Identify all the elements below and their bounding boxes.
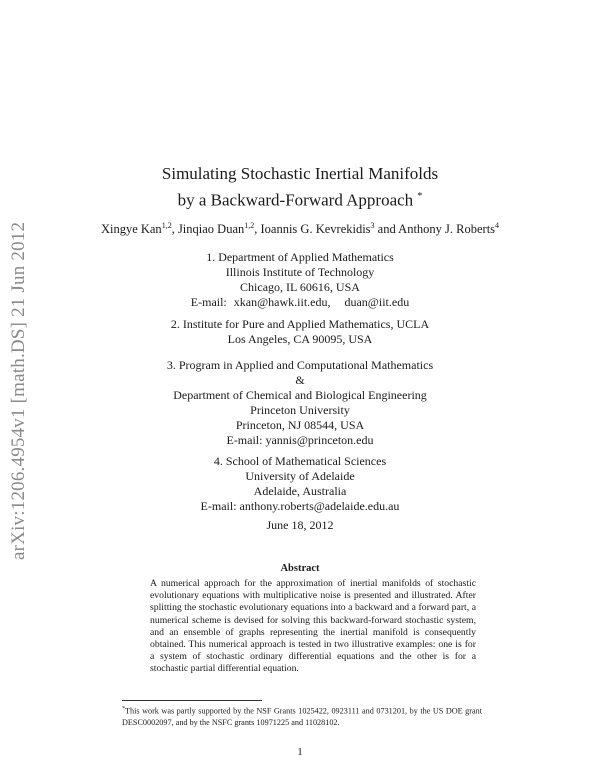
authors-conjunction: and (377, 222, 396, 237)
affiliation-line: 1. Department of Applied Mathematics (206, 250, 394, 264)
footnote-mark: * (122, 706, 125, 712)
email-label: E-mail: (200, 499, 237, 513)
affiliation-email-row (0, 433, 600, 448)
footnote-text: This work was partly supported by the NSF Grants 1025422, 0923111 and 0731201, by the US DOE grant DESC0002097, and by the NSFC grants 10971225 and 11028102. (122, 706, 482, 727)
affiliation-line: Los Angeles, CA 90095, USA (227, 332, 373, 346)
email-link[interactable]: anthony.roberts@adelaide.edu.au (239, 499, 400, 513)
affiliation-line: 3. Program in Applied and Computational Mathematics (166, 358, 434, 372)
affiliation-4 (0, 454, 600, 514)
title-line-2 (0, 185, 600, 212)
title-footnote-mark: * (417, 191, 423, 202)
affiliation-line: Adelaide, Australia (253, 484, 347, 498)
affiliation-line: University of Adelaide (245, 469, 355, 483)
affiliation-1 (0, 250, 600, 310)
author-name: Anthony J. Roberts (398, 222, 496, 237)
paper-date: June 18, 2012 (266, 518, 334, 532)
author-name: Jinqiao Duan (177, 222, 245, 237)
page-number: 1 (297, 746, 303, 758)
abstract-heading: Abstract (280, 563, 320, 574)
author-affiliation-mark: 4 (495, 221, 500, 230)
paper-title (0, 162, 600, 212)
affiliation-email-row (0, 499, 600, 514)
affiliation-line: Chicago, IL 60616, USA (240, 280, 360, 294)
affiliation-line: Princeton University (250, 403, 350, 417)
author-affiliation-mark: 1,2 (244, 221, 255, 230)
author-list: Xingye Kan$^{1,2}$, Jinqiao Duan$^{1,2}$, Ioannis G. Kevrekidis$^3$ and Anthony J. Roberts$^4$ (100, 221, 500, 237)
affiliation-email-row (0, 295, 600, 310)
title-line-2-text: by a Backward-Forward Approach (177, 190, 414, 210)
title-line-1: Simulating Stochastic Inertial Manifolds (161, 164, 439, 183)
affiliation-line: Princeton, NJ 08544, USA (235, 418, 365, 432)
affiliation-2 (0, 317, 600, 347)
arxiv-side-stamp: arXiv:1206.4954v1 [math.DS] 21 Jun 2012 (8, 221, 29, 560)
affiliation-line: 4. School of Mathematical Sciences (213, 454, 387, 468)
author-name: Ioannis G. Kevrekidis (260, 222, 371, 237)
email-link[interactable]: duan@iit.edu (344, 295, 410, 309)
email-link[interactable]: yannis@princeton.edu (265, 433, 374, 447)
email-label: E-mail: (190, 295, 227, 309)
affiliation-line: Department of Chemical and Biological Engineering (173, 388, 427, 402)
abstract-text: A numerical approach for the approximation of inertial manifolds of stochastic evolutionary equations with multiplicative noise is presented and illustrated. After splitting the stochastic evolutionary equations into a backward and a forward part, a numerical scheme is devised for solving this backward-forward stochastic system, and an ensemble of graphs representing the inertial manifold is consequently obtained. This numerical approach is tested in two illustrative examples: one is for a system of stochastic ordinary differential equations and the other is for a stochastic partial differential equation. (150, 578, 476, 675)
affiliation-line: & (295, 373, 305, 387)
author-affiliation-mark: 3 (370, 221, 375, 230)
affiliation-line: Illinois Institute of Technology (225, 265, 375, 279)
email-label: E-mail: (226, 433, 263, 447)
author-affiliation-mark: 1,2 (161, 221, 172, 230)
email-link[interactable]: xkan@hawk.iit.edu, (233, 295, 331, 309)
footnote-divider (122, 700, 262, 701)
author-name: Xingye Kan (100, 222, 162, 237)
footnote (122, 704, 482, 728)
affiliation-3 (0, 358, 600, 448)
affiliation-line: 2. Institute for Pure and Applied Mathematics, UCLA (170, 317, 430, 331)
